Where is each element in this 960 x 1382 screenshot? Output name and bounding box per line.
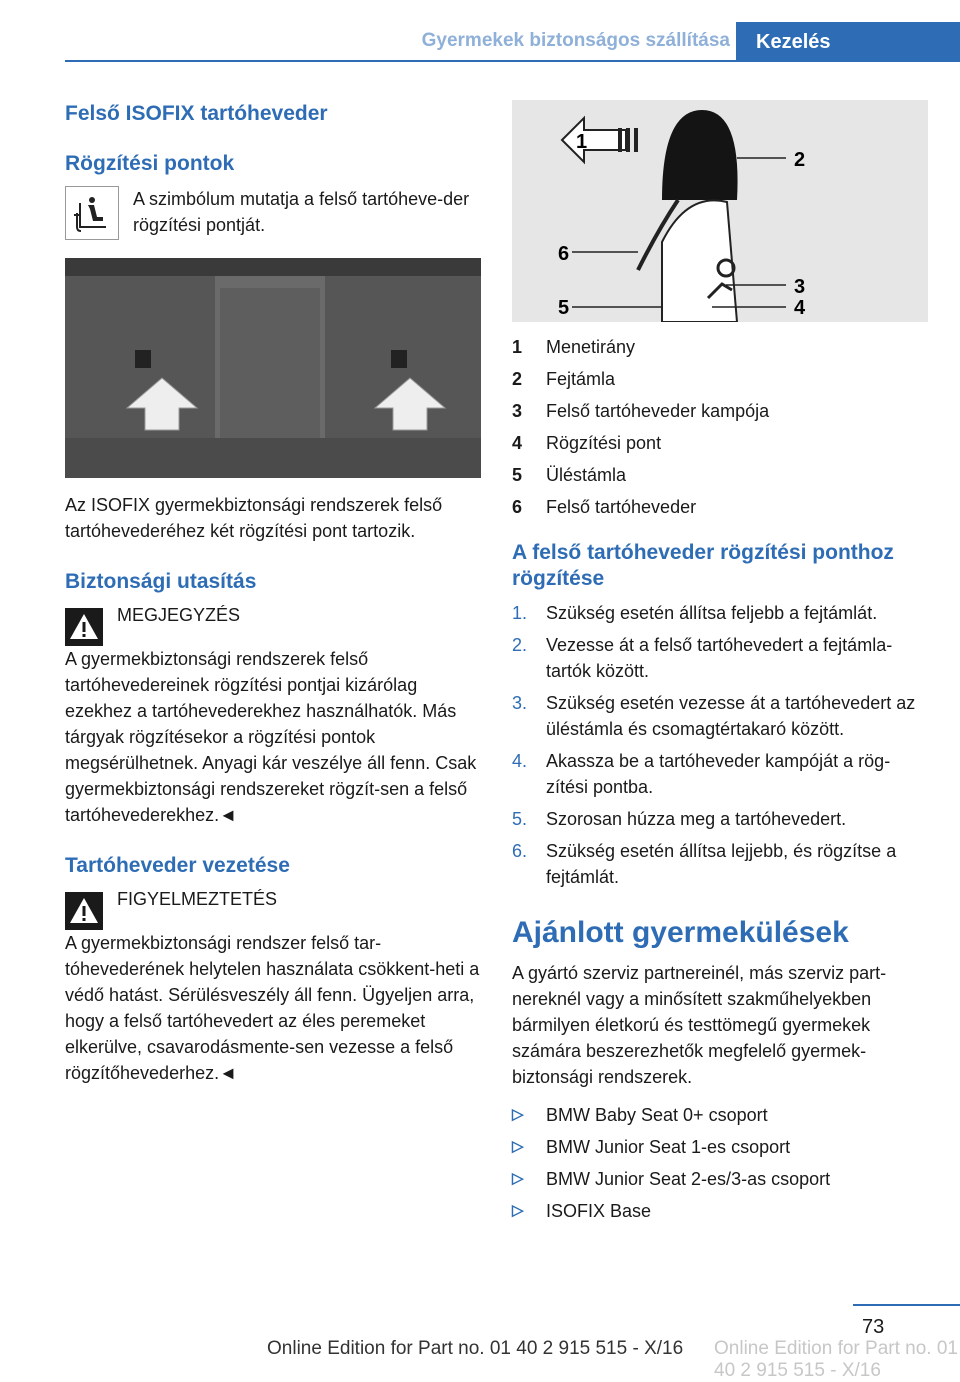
trunk-anchor-photo [65,258,481,478]
step-item: 5. Szorosan húzza meg a tartóhevedert. [512,809,847,829]
section-title: Felső ISOFIX tartóheveder [65,102,328,125]
warning-triangle-icon [65,892,103,930]
diagram-label-4: 4 [794,297,806,319]
warning-label: FIGYELMEZTETÉS [117,889,278,909]
seat-list-item: ▷ BMW Baby Seat 0+ csoport [512,1105,768,1125]
subsection-strap-routing: Tartóheveder vezetése [65,854,290,877]
legend-item: 4 Rögzítési pont [512,433,662,453]
diagram-label-6: 6 [558,243,570,265]
seat-list-item: ▷ ISOFIX Base [512,1201,652,1221]
warning-triangle-icon [65,608,103,646]
notice-box [65,602,481,646]
step-item: 1. Szükség esetén állítsa feljebb a fejtámlát. [512,603,878,623]
steps-list [512,600,928,890]
legend-item: 2 Fejtámla [512,369,616,389]
diagram-label-5: 5 [558,297,570,319]
step-item: 3. Szükség esetén vezesse át a tartóhevedert az üléstámla és csomagtértakaró között. [512,693,916,739]
symbol-row [65,186,481,240]
diagram-label-2: 2 [794,149,806,171]
header-chapter-tab: Kezelés [736,22,960,62]
right-column [512,100,928,1230]
step-item: 4. Akassza be a tartóheveder kampóját a rög-zítési pontba. [512,751,891,797]
step-item: 6. Szükség esetén állítsa lejjebb, és rögzítse a fejtámlát. [512,841,897,887]
recommended-seats-paragraph: A gyártó szerviz partnereinél, más szerviz part-nereknél vagy a minősített szakműhelyekben bármilyen életkorú és testtömegű gyermekek számára beszerezhetők megfelelő gyermek-biztonsági rendszerek. [512,963,887,1087]
seat-list-item: ▷ BMW Junior Seat 2-es/3-as csoport [512,1169,831,1189]
footer-edition: Online Edition for Part no. 01 40 2 915 515 - X/16 [267,1338,684,1359]
diagram-legend [512,334,928,520]
legend-item: 3 Felső tartóheveder kampója [512,401,770,421]
notice-label: MEGJEGYZÉS [117,605,241,625]
warning-box [65,886,481,930]
photo-caption: Az ISOFIX gyermekbiztonsági rendszerek felső tartóhevederéhez két rögzítési pont tartozik. [65,495,443,541]
subsection-anchor-points: Rögzítési pontok [65,152,235,175]
header-section-title: Gyermekek biztonságos szállítása [421,30,730,51]
step-item: 2. Vezesse át a felső tartóhevedert a fejtámla-tartók között. [512,635,893,681]
footer-rule [853,1304,960,1306]
legend-item: 5 Üléstámla [512,465,627,485]
subsection-attach-steps: A felső tartóheveder rögzítési ponthoz rögzítése [512,541,894,590]
headrest-diagram [512,100,928,322]
notice-text: A gyermekbiztonsági rendszerek felső tartóhevedereinek rögzítési pontjai kizárólag ezekhez a tartóhevederekhez használhatók. Más tárgyak rögzítésekor a rögzítési pontok megsérülhetnek. Anyagi kár veszélye áll fenn. Csak gyermekbiztonsági rendszereket rögzít-sen a felső tartóhevederekhez.◄ [65,649,477,825]
legend-item: 1 Menetirány [512,337,636,357]
seat-list-item: ▷ BMW Junior Seat 1-es csoport [512,1137,791,1157]
isofix-anchor-symbol-icon [65,186,119,240]
footer-watermark: Online Edition for Part no. 01 40 2 915 515 - X/16 [714,1338,958,1381]
symbol-description: A szimbólum mutatja a felső tartóheve-der rögzítési pontját. [133,189,470,235]
subsection-safety: Biztonsági utasítás [65,570,257,593]
legend-item: 6 Felső tartóheveder [512,497,697,517]
recommended-seats-heading: Ajánlott gyermekülések [512,916,849,949]
left-column [65,100,481,1086]
warning-text: A gyermekbiztonsági rendszer felső tar-tóhevederének helytelen használata csökkent-heti a védő hatást. Sérülésveszély áll fenn. Ügyeljen arra, hogy a felső tartóhevedert az éles peremeket elkerülve, csavarodásmente-sen vezesse a felső rögzítőhevederhez.◄ [65,933,480,1083]
page-number: 73 [862,1316,885,1338]
diagram-label-1: 1 [576,131,588,153]
recommended-seats-list [512,1102,928,1224]
diagram-label-3: 3 [794,276,806,298]
